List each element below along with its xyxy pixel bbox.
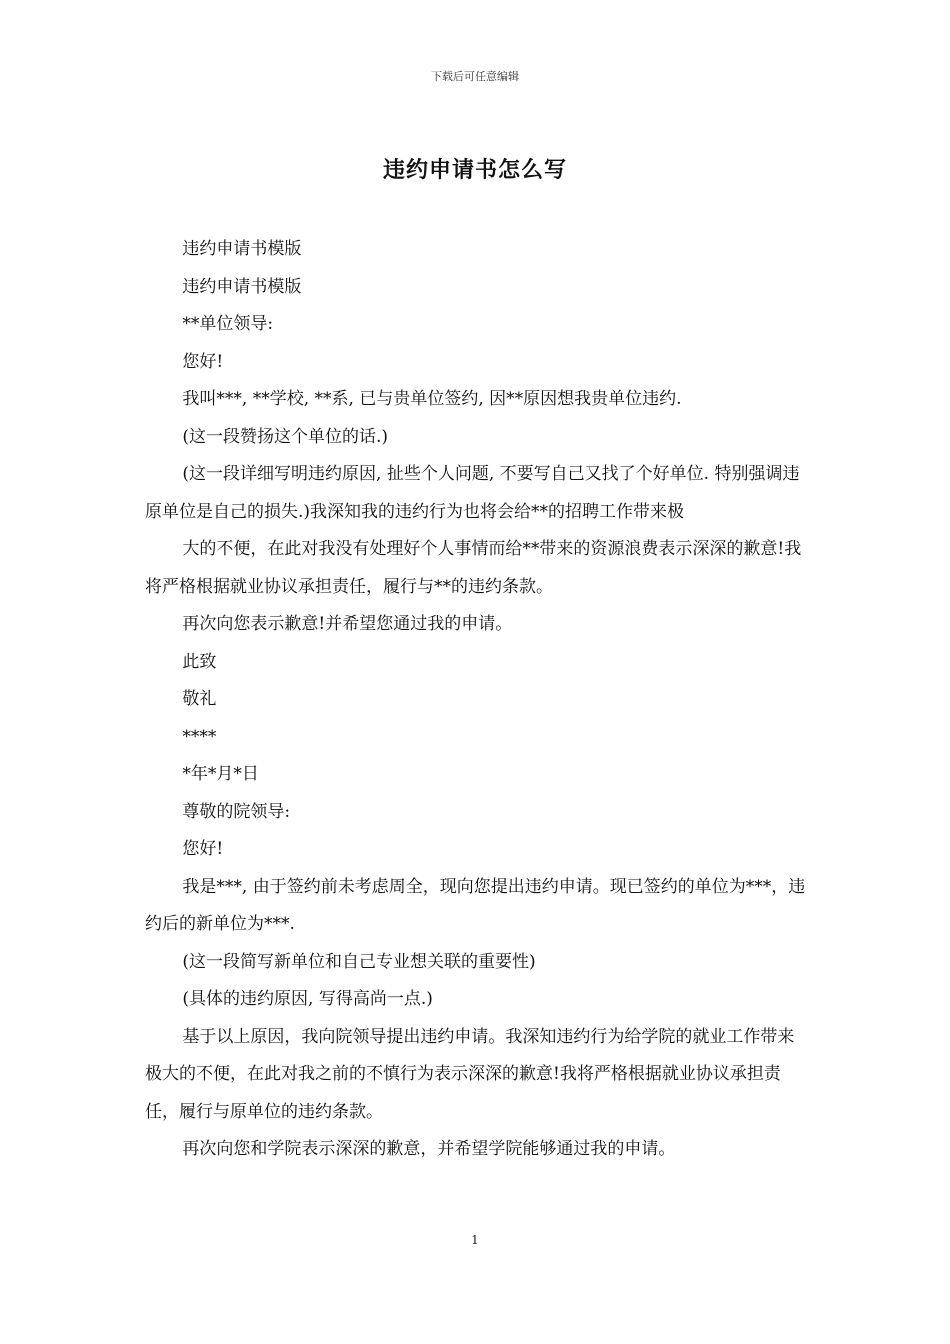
page-number: 1 xyxy=(471,1233,479,1247)
paragraph: **** xyxy=(182,726,217,747)
paragraph: (这一段简写新单位和自己专业想关联的重要性) xyxy=(182,951,536,972)
paragraph: (这一段赞扬这个单位的话.) xyxy=(182,426,389,447)
paragraph: **单位领导: xyxy=(182,314,274,334)
paragraph: 尊敬的院领导: xyxy=(182,801,291,822)
paragraph: 基于以上原因，我向院领导提出违约申请。我深知违约行为给学院的就业工作带来极大的不便，在此对我之前的不慎行为表示深深的歉意!我将严格根据就业协议承担责任，履行与原单位的违约条款。 xyxy=(145,1026,795,1122)
header-note: 下载后可任意编辑 xyxy=(431,70,519,83)
paragraph: 您好! xyxy=(182,839,224,859)
document-body xyxy=(145,231,810,1169)
paragraph: 再次向您和学院表示深深的歉意，并希望学院能够通过我的申请。 xyxy=(182,1139,676,1159)
paragraph: 再次向您表示歉意!并希望您通过我的申请。 xyxy=(182,614,513,634)
paragraph: (具体的违约原因, 写得高尚一点.) xyxy=(182,989,433,1009)
paragraph: 我叫***, **学校, **系, 已与贵单位签约, 因**原因想我贵单位违约. xyxy=(182,389,682,409)
paragraph: 违约申请书模版 xyxy=(182,239,302,259)
paragraph: 您好! xyxy=(182,351,224,372)
paragraph: 此致 xyxy=(182,651,217,672)
paragraph: *年*月*日 xyxy=(182,764,259,784)
paragraph: 敬礼 xyxy=(182,689,217,709)
paragraph: 违约申请书模版 xyxy=(182,276,302,297)
document-title: 违约申请书怎么写 xyxy=(382,157,567,183)
paragraph: (这一段详细写明违约原因, 扯些个人问题, 不要写自己又找了个好单位. 特别强调违原单位是自己的损失.)我深知我的违约行为也将会给**的招聘工作带来极 xyxy=(145,464,800,522)
paragraph: 大的不便，在此对我没有处理好个人事情而给**带来的资源浪费表示深深的歉意!我将严格根据就业协议承担责任，履行与**的违约条款。 xyxy=(145,539,802,597)
paragraph: 我是***, 由于签约前未考虑周全，现向您提出违约申请。现已签约的单位为***，违约后的新单位为***. xyxy=(145,876,806,934)
